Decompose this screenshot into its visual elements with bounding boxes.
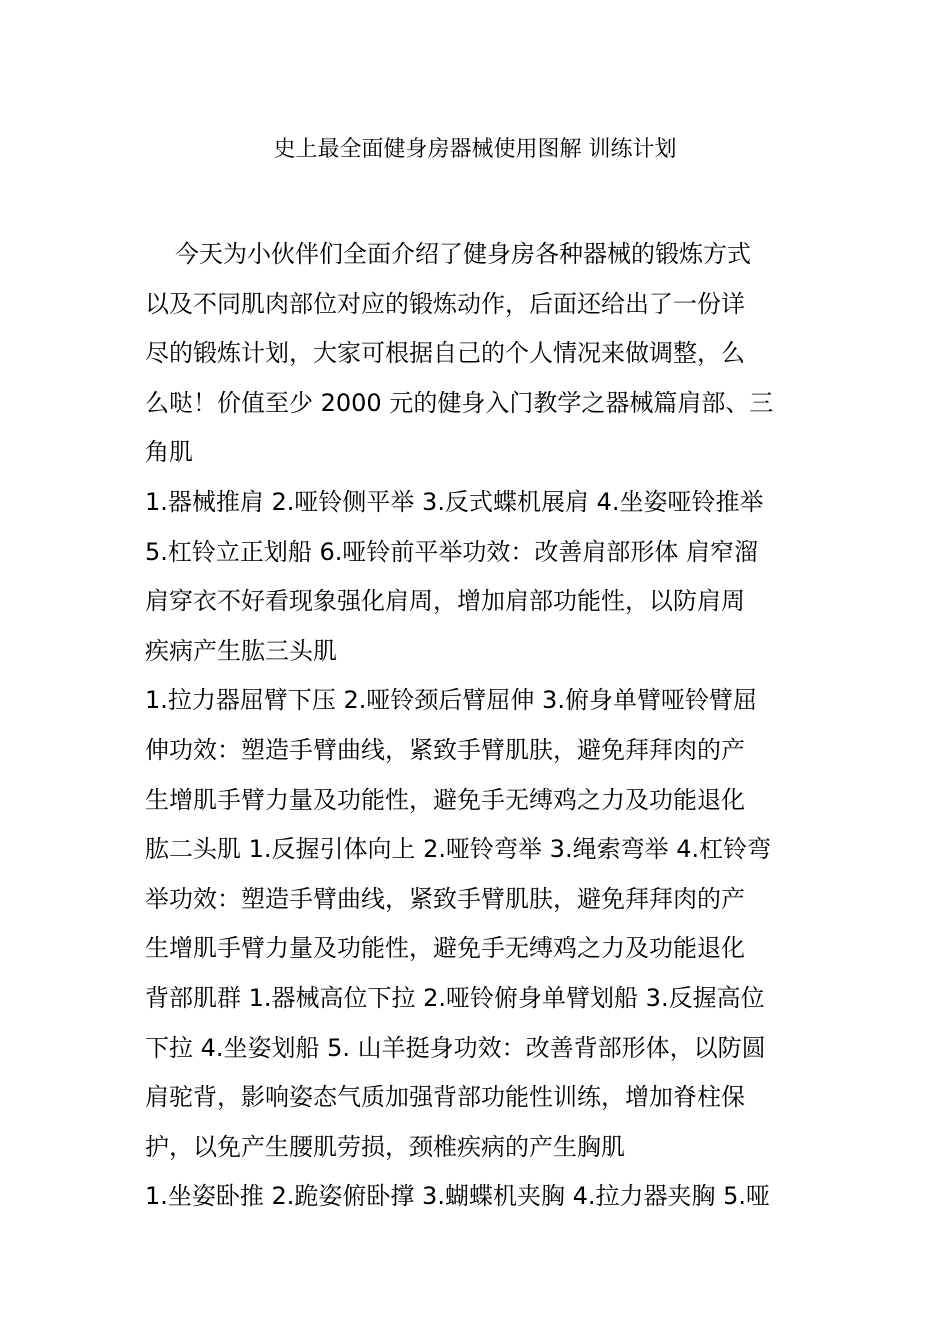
text-line: 生增肌手臂力量及功能性，避免手无缚鸡之力及功能退化 bbox=[145, 934, 745, 963]
text-line: 5.杠铃立正划船 6.哑铃前平举功效：改善肩部形体 肩窄溜 bbox=[145, 537, 759, 566]
text-line: 生增肌手臂力量及功能性，避免手无缚鸡之力及功能退化 bbox=[145, 785, 745, 814]
text-line: 角肌 bbox=[145, 438, 193, 467]
text-line: 肱二头肌 1.反握引体向上 2.哑铃弯举 3.绳索弯举 4.杠铃弯 bbox=[145, 835, 772, 864]
text-line: 1.器械推肩 2.哑铃侧平举 3.反式蝶机展肩 4.坐姿哑铃推举 bbox=[145, 487, 764, 516]
page-title: 史上最全面健身房器械使用图解 训练计划 bbox=[273, 137, 677, 162]
text-line: 以及不同肌肉部位对应的锻炼动作，后面还给出了一份详 bbox=[145, 289, 745, 318]
text-line: 举功效：塑造手臂曲线，紧致手臂肌肤，避免拜拜肉的产 bbox=[145, 884, 745, 913]
text-line: 肩穿衣不好看现象强化肩周，增加肩部功能性，以防肩周 bbox=[145, 587, 745, 616]
text-line: 伸功效：塑造手臂曲线，紧致手臂肌肤，避免拜拜肉的产 bbox=[145, 735, 745, 764]
text-line: 护，以免产生腰肌劳损，颈椎疾病的产生胸肌 bbox=[145, 1132, 625, 1161]
text-line: 今天为小伙伴们全面介绍了健身房各种器械的锻炼方式 bbox=[175, 240, 751, 268]
text-line: 肩驼背，影响姿态气质加强背部功能性训练，增加脊柱保 bbox=[145, 1083, 745, 1112]
text-line: 尽的锻炼计划，大家可根据自己的个人情况来做调整，么 bbox=[145, 339, 745, 368]
text-line: 1.拉力器屈臂下压 2.哑铃颈后臂屈伸 3.俯身单臂哑铃臂屈 bbox=[145, 686, 757, 715]
text-line: 么哒！价值至少 2000 元的健身入门教学之器械篇肩部、三 bbox=[145, 388, 774, 417]
text-line: 1.坐姿卧推 2.跪姿俯卧撑 3.蝴蝶机夹胸 4.拉力器夹胸 5.哑 bbox=[145, 1182, 771, 1211]
text-line: 疾病产生肱三头肌 bbox=[145, 636, 337, 665]
text-line: 下拉 4.坐姿划船 5. 山羊挺身功效：改善背部形体，以防圆 bbox=[145, 1033, 766, 1062]
text-line: 背部肌群 1.器械高位下拉 2.哑铃俯身单臂划船 3.反握高位 bbox=[145, 983, 765, 1012]
body-text bbox=[145, 230, 810, 1222]
